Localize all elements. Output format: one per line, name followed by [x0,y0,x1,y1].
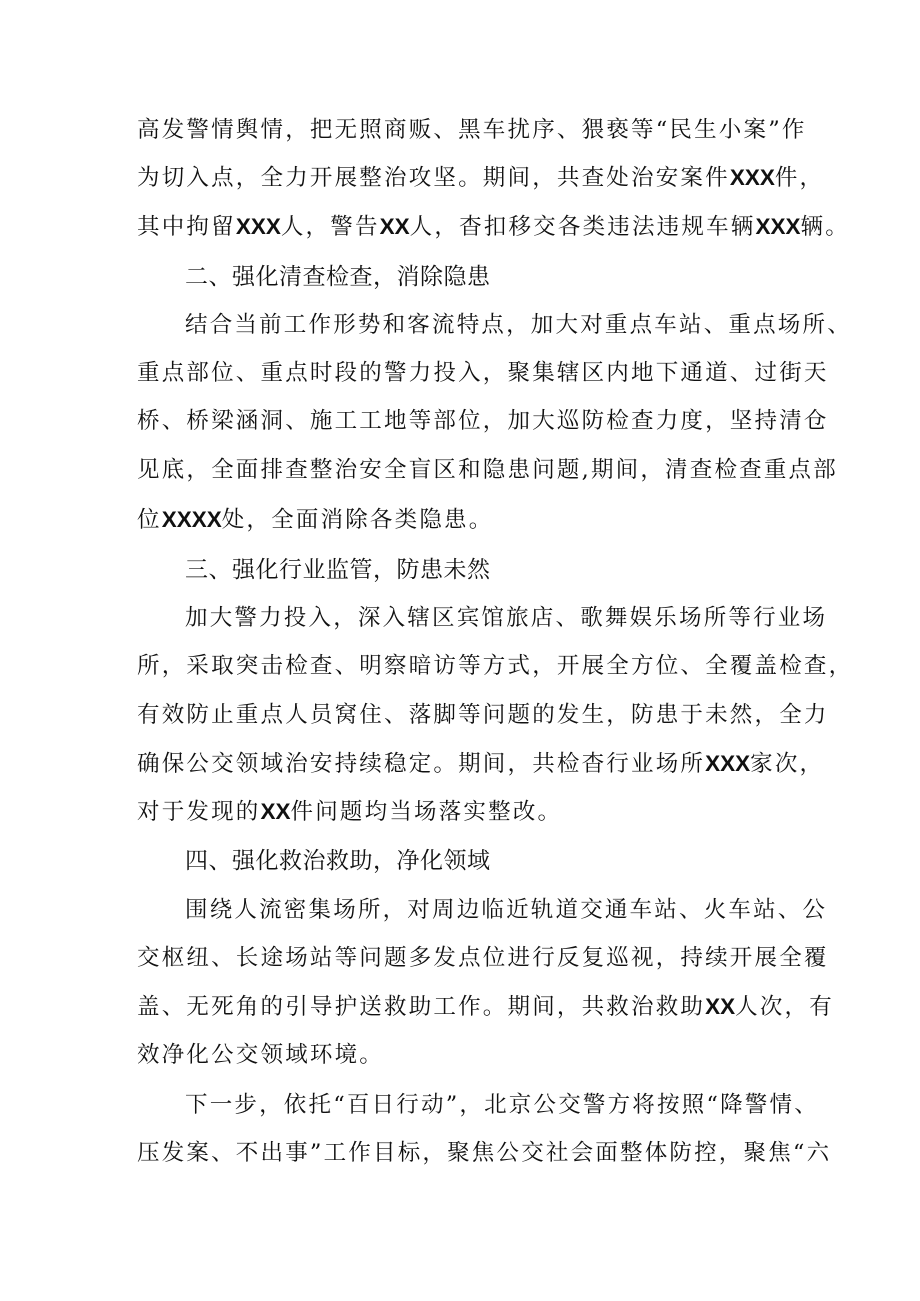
text-line: 对于发现的XX件问题均当场落实整改。 [137,799,563,825]
text-line: 位XXXX处，全面消除各类隐患。 [137,507,494,533]
section-heading: 二、强化清查检查，消除隐患 [185,264,491,290]
text-line: 高发警情舆情，把无照商贩、黑车扰序、猥亵等“民生小案”作 [137,117,807,143]
section-heading: 三、强化行业监管，防患未然 [185,557,491,583]
section-heading: 四、强化救治救助，净化领域 [185,848,491,874]
text-line: 效净化公交领域环境。 [137,1042,385,1068]
placeholder-count: XXXX [161,507,222,532]
placeholder-count: XXX [729,165,775,190]
text-line: 加大警力投入，深入辖区宾馆旅店、歌舞娱乐场所等行业场 [185,605,828,631]
text-line: 交枢纽、长途场站等问题多发点位进行反复巡视，持续开展全覆 [137,945,829,971]
placeholder-count: XXX [755,214,801,239]
text-line: 见底，全面排查整治安全盲区和隐患问题,期间，清查检查重点部 [137,457,838,483]
placeholder-count: XX [705,994,736,1019]
text-line: 为切入点，全力开展整治攻坚。期间，共查处治安案件XXX件， [137,165,825,191]
text-line: 盖、无死角的引导护送救助工作。期间，共救治救助XX人次，有 [137,994,834,1020]
placeholder-count: XX [379,214,410,239]
placeholder-count: XXX [235,214,281,239]
text-line: 围绕人流密集场所，对周边临近轨道交通车站、火车站、公 [185,897,828,923]
text-line: 下一步，依托“百日行动”，北京公交警方将按照“降警情、 [185,1092,819,1118]
text-line: 结合当前工作形势和客流特点，加大对重点车站、重点场所、 [185,312,852,338]
placeholder-count: XXX [705,751,751,776]
text-line: 桥、桥梁涵洞、施工工地等部位，加大巡防检查力度，坚持清仓 [137,408,829,434]
text-line: 确保公交领域治安持续稳定。期间，共检杳行业场所XXX家次， [137,751,825,777]
text-line: 所，采取突击检查、明察暗访等方式，开展全方位、全覆盖检查， [137,653,854,679]
text-line: 其中拘留XXX人，警告XX人，杳扣移交各类违法违规车辆XXX辆。 [137,214,850,240]
text-line: 有效防止重点人员窝住、落脚等问题的发生，防患于未然，全力 [137,702,829,728]
text-line: 压发案、不出事”工作目标，聚焦公交社会面整体防控，聚焦“六 [137,1140,832,1166]
text-line: 重点部位、重点时段的警力投入，聚集辖区内地下通道、过街天 [137,360,829,386]
placeholder-count: XX [260,799,291,824]
